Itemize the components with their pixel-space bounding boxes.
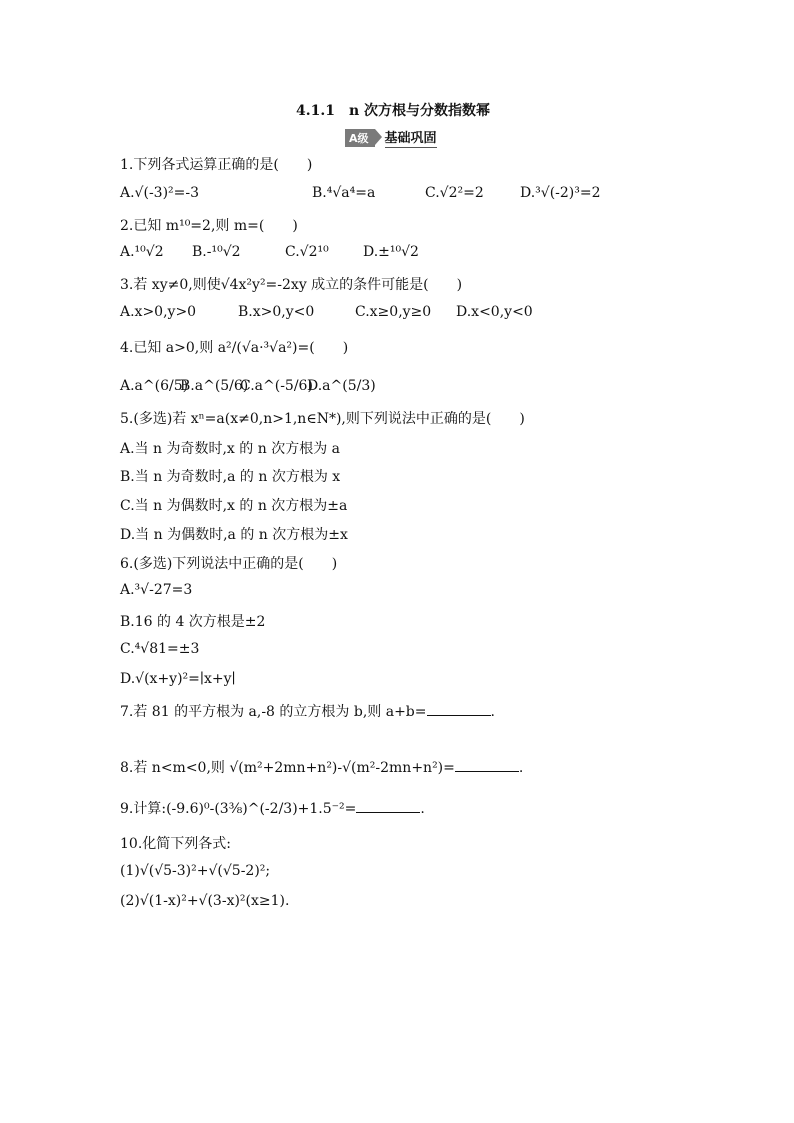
question-7: 7.若 81 的平方根为 a,-8 的立方根为 b,则 a+b= . [120, 704, 495, 720]
question-6-option-a: A.³√-27=3 [120, 582, 193, 598]
question-4-option-d: D.a^(5/3) [307, 378, 376, 394]
question-3-option-c: C.x≥0,y≥0 [355, 304, 432, 320]
question-6-option-b: B.16 的 4 次方根是±2 [120, 614, 266, 630]
question-1-option-c: C.√2²=2 [425, 185, 484, 201]
question-9-stem: 9.计算:(-9.6)⁰-(3⅜)^(-2/3)+1.5⁻²= [120, 801, 357, 817]
question-4-option-a: A.a^(6/5) [120, 378, 189, 394]
question-5-option-b: B.当 n 为奇数时,a 的 n 次方根为 x [120, 469, 341, 485]
question-1-option-d: D.³√(-2)³=2 [520, 185, 601, 201]
answer-blank[interactable] [356, 811, 420, 813]
question-3-stem: 3.若 xy≠0,则使√4x²y²=-2xy 成立的条件可能是( ) [120, 277, 463, 293]
question-6-stem: 6.(多选)下列说法中正确的是( ) [120, 556, 338, 572]
question-2-option-a: A.¹⁰√2 [120, 244, 164, 260]
question-2-option-d: D.±¹⁰√2 [363, 244, 419, 260]
question-5-option-a: A.当 n 为奇数时,x 的 n 次方根为 a [120, 441, 340, 457]
question-3-option-d: D.x<0,y<0 [456, 304, 533, 320]
question-8: 8.若 n<m<0,则 √(m²+2mn+n²)-√(m²-2mn+n²)= . [120, 760, 524, 776]
answer-blank[interactable] [427, 714, 491, 716]
question-1-stem: 1.下列各式运算正确的是( ) [120, 157, 313, 173]
question-10-part-1: (1)√(√5-3)²+√(√5-2)²; [120, 863, 271, 879]
question-1-option-b: B.⁴√a⁴=a [312, 185, 376, 201]
question-5-option-c: C.当 n 为偶数时,x 的 n 次方根为±a [120, 498, 348, 514]
section-label: 基础巩固 [385, 127, 437, 148]
question-5-option-d: D.当 n 为偶数时,a 的 n 次方根为±x [120, 527, 348, 543]
question-2-option-b: B.-¹⁰√2 [192, 244, 241, 260]
answer-blank[interactable] [455, 770, 519, 772]
question-10-stem: 10.化简下列各式: [120, 836, 231, 852]
section-badge [345, 127, 437, 148]
question-2-stem: 2.已知 m¹⁰=2,则 m=( ) [120, 218, 298, 234]
question-2-option-c: C.√2¹⁰ [285, 244, 329, 260]
question-1-option-a: A.√(-3)²=-3 [120, 185, 200, 201]
question-9: 9.计算:(-9.6)⁰-(3⅜)^(-2/3)+1.5⁻²= . [120, 801, 425, 817]
question-6-option-c: C.⁴√81=±3 [120, 641, 200, 657]
page-title: 4.1.1 n 次方根与分数指数幂 [296, 103, 491, 119]
question-3-option-a: A.x>0,y>0 [120, 304, 197, 320]
level-tag: A级 [345, 129, 375, 147]
question-4-stem: 4.已知 a>0,则 a²/(√a·³√a²)=( ) [120, 340, 349, 356]
question-4-option-b: B.a^(5/6) [180, 378, 249, 394]
question-10-part-2: (2)√(1-x)²+√(3-x)²(x≥1). [120, 893, 290, 909]
question-7-stem: 7.若 81 的平方根为 a,-8 的立方根为 b,则 a+b= [120, 704, 427, 720]
question-3-option-b: B.x>0,y<0 [238, 304, 315, 320]
question-8-stem: 8.若 n<m<0,则 √(m²+2mn+n²)-√(m²-2mn+n²)= [120, 760, 455, 776]
question-6-option-d: D.√(x+y)²=∣x+y∣ [120, 671, 236, 687]
question-5-stem: 5.(多选)若 xⁿ=a(x≠0,n>1,n∈N*),则下列说法中正确的是( ) [120, 411, 525, 427]
question-4-option-c: C.a^(-5/6) [240, 378, 313, 394]
